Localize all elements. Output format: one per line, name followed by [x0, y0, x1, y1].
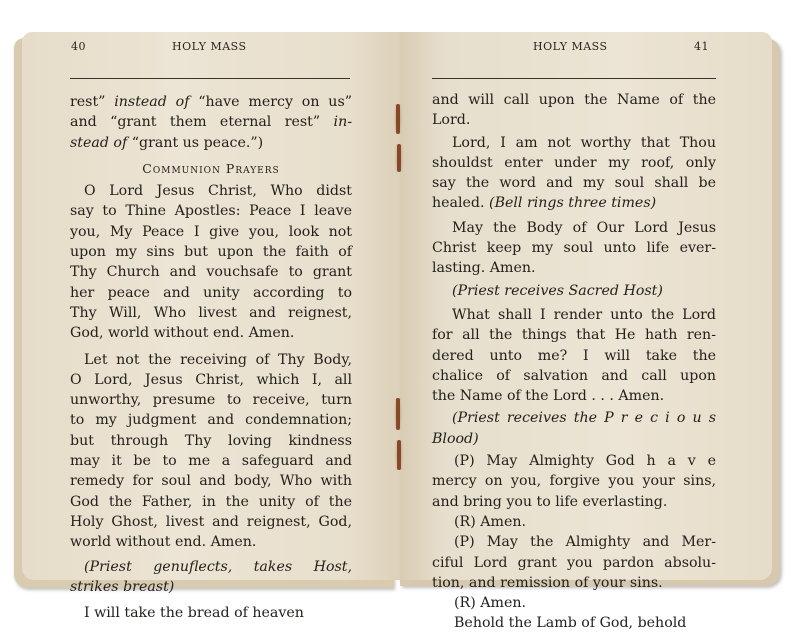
- text-line: [432, 512, 716, 532]
- text-run: (P) May the Almighty and Mer-: [454, 534, 716, 551]
- text-run: Lord, I am not worthy that Thou: [452, 134, 716, 151]
- italic-text: Blood): [432, 430, 479, 447]
- italic-text: (Priest genuflects, takes Host,: [84, 558, 352, 575]
- text-run: I will take the bread of heaven: [84, 605, 304, 622]
- text-run: world without end. Amen.: [70, 534, 257, 551]
- text-run: What shall I render unto the Lord: [452, 306, 716, 323]
- text-run: tion, and remission of your sins.: [432, 574, 663, 591]
- text-run: Communion Prayers: [142, 160, 280, 176]
- text-run: and “grant them eternal rest”: [70, 114, 334, 131]
- text-line: [432, 305, 716, 325]
- text-run: unworthy, presume to receive, turn: [70, 392, 352, 409]
- left-running-title: HOLY MASS: [172, 40, 247, 53]
- text-run: Holy Ghost, livest and reignest, God,: [70, 513, 352, 530]
- text-line: [70, 431, 352, 451]
- text-run: say to Thine Apostles: Peace I leave: [70, 203, 352, 220]
- text-run: the Name of the Lord . . . Amen.: [432, 388, 665, 405]
- text-line: [70, 410, 352, 430]
- text-run: mercy on you, forgive you your sins,: [432, 473, 716, 490]
- text-run: her peace and unity according to: [70, 284, 352, 301]
- text-line: [70, 262, 352, 282]
- left-header-rule: [70, 78, 350, 79]
- text-line: [70, 370, 352, 390]
- text-line: [432, 173, 716, 193]
- text-line: [432, 366, 716, 386]
- text-line: [70, 201, 352, 221]
- text-line: [432, 386, 716, 406]
- text-run: (R) Amen.: [454, 513, 527, 530]
- text-line: [432, 451, 716, 471]
- text-run: upon my sins but upon the faith of: [70, 244, 352, 261]
- text-line: [70, 133, 352, 153]
- text-run: remedy for soul and body, Who with: [70, 473, 352, 490]
- text-line: [70, 181, 352, 201]
- right-running-head: [0, 40, 800, 56]
- text-line: [432, 153, 716, 173]
- text-run: O Lord, Jesus Christ, which I, all: [70, 371, 352, 388]
- italic-text: (Bell rings three times): [489, 195, 657, 212]
- text-line: [432, 573, 716, 593]
- text-line: [432, 492, 716, 512]
- text-line: [432, 532, 716, 552]
- text-line: [70, 92, 352, 112]
- text-line: [70, 603, 352, 623]
- text-line: [70, 577, 352, 597]
- text-line: [432, 133, 716, 153]
- text-run: O Lord Jesus Christ, Who didst: [84, 183, 352, 200]
- text-line: [70, 471, 352, 491]
- text-run: God, world without end. Amen.: [70, 325, 295, 342]
- text-line: [70, 283, 352, 303]
- text-run: but through Thy loving kindness: [70, 432, 352, 449]
- binding-stitch: [396, 104, 400, 134]
- binding-stitch: [397, 144, 401, 172]
- binding-stitch: [396, 398, 400, 430]
- text-line: [432, 613, 716, 633]
- text-run: healed.: [432, 195, 490, 212]
- text-run: say the word and my soul shall be: [432, 175, 716, 192]
- text-run: you, My Peace I give you, look not: [70, 223, 352, 240]
- text-line: [70, 390, 352, 410]
- text-line: [432, 325, 716, 345]
- text-line: [432, 593, 716, 613]
- text-run: Behold the Lamb of God, behold: [454, 615, 687, 632]
- text-run: Thy Will, Who livest and reignest,: [70, 304, 352, 321]
- text-line: [432, 281, 716, 301]
- text-line: [432, 218, 716, 238]
- text-run: ciful Lord grant you pardon absolu-: [432, 554, 716, 571]
- text-run: Let not the receiving of Thy Body,: [84, 351, 352, 368]
- text-line: [70, 532, 352, 552]
- text-run: for all the things that He hath ren-: [432, 327, 716, 344]
- text-line: [432, 238, 716, 258]
- italic-text: instead of: [114, 94, 190, 110]
- text-run: (R) Amen.: [454, 595, 527, 612]
- text-line: [70, 492, 352, 512]
- section-heading: [70, 159, 352, 179]
- text-run: “grant us peace.”): [127, 134, 264, 151]
- text-run: shouldst enter under my roof, only: [432, 154, 716, 171]
- text-run: Thy Church and vouchsafe to grant: [70, 264, 352, 281]
- italic-text: in-: [333, 114, 352, 131]
- text-run: God the Father, in the unity of the: [70, 493, 352, 510]
- text-run: rest”: [70, 94, 115, 110]
- text-line: [70, 222, 352, 242]
- text-run: dered unto me? I will take the: [432, 347, 716, 364]
- text-line: [70, 303, 352, 323]
- binding-stitch: [397, 440, 401, 470]
- text-run: Christ keep my soul unto life ever-: [432, 240, 716, 257]
- italic-text: (Priest receives Sacred Host): [452, 282, 663, 299]
- text-line: [432, 193, 716, 213]
- text-run: to my judgment and condemnation;: [70, 412, 352, 429]
- text-line: [432, 429, 716, 449]
- italic-text: stead of: [70, 134, 128, 151]
- text-line: [432, 258, 716, 278]
- text-run: and bring you to life everlasting.: [432, 493, 668, 510]
- text-line: [432, 90, 716, 110]
- italic-text: (Priest receives the P r e c i o u s: [452, 410, 716, 427]
- text-run: “have mercy on us”: [189, 94, 352, 110]
- left-page-number: 40: [71, 40, 86, 53]
- text-line: [70, 451, 352, 471]
- text-line: [70, 557, 352, 577]
- text-run: lasting. Amen.: [432, 260, 536, 277]
- text-run: Lord.: [432, 112, 471, 129]
- text-line: [70, 323, 352, 343]
- text-run: and will call upon the Name of the: [432, 92, 716, 108]
- right-running-title: HOLY MASS: [533, 40, 608, 53]
- text-line: [432, 346, 716, 366]
- right-header-rule: [432, 78, 716, 79]
- left-page-text: [70, 92, 352, 623]
- italic-text: strikes breast): [70, 578, 175, 595]
- text-run: (P) May Almighty God h a v e: [454, 453, 716, 470]
- text-run: chalice of salvation and call upon: [432, 367, 716, 384]
- text-run: may it be to me a safeguard and: [70, 453, 352, 470]
- text-line: [70, 512, 352, 532]
- text-line: [432, 110, 716, 130]
- text-line: [70, 350, 352, 370]
- text-line: [70, 112, 352, 132]
- text-line: [432, 471, 716, 491]
- text-line: [432, 553, 716, 573]
- text-line: [70, 242, 352, 262]
- right-page-number: 41: [694, 40, 709, 53]
- text-line: [432, 408, 716, 428]
- right-page-text: [432, 90, 716, 634]
- text-run: May the Body of Our Lord Jesus: [452, 219, 716, 236]
